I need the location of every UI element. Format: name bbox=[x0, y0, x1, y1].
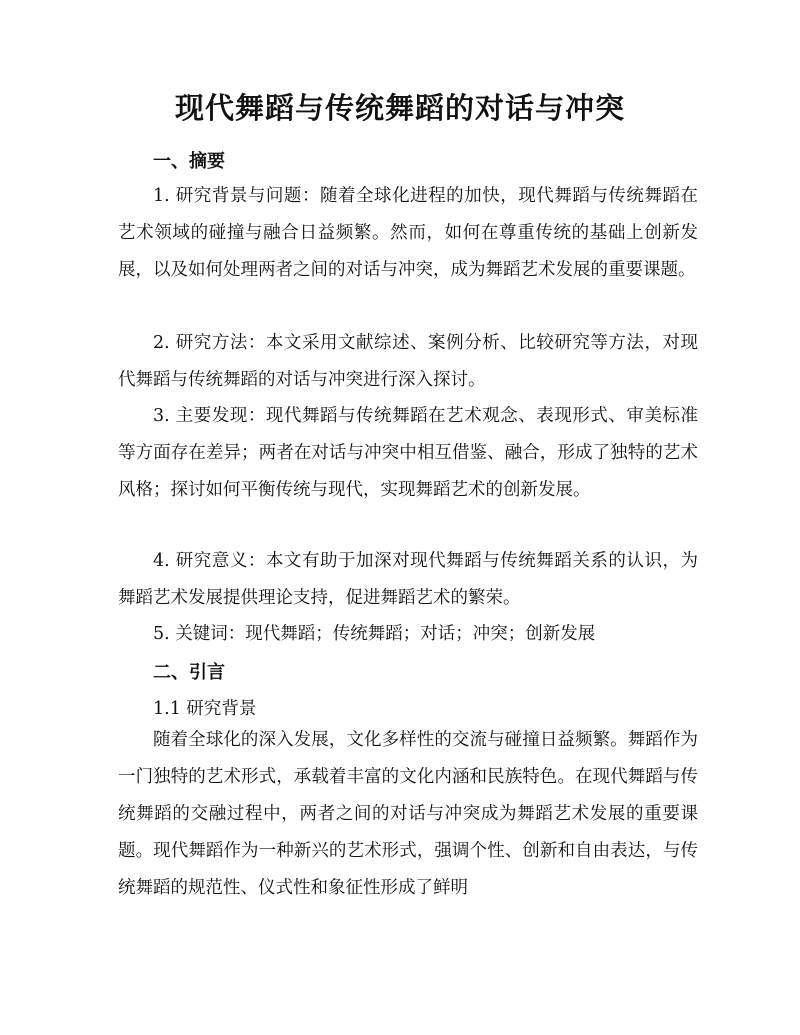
subsection-heading-background: 1.1 研究背景 bbox=[153, 699, 257, 719]
abstract-paragraph-significance: 4. 研究意义：本文有助于加深对现代舞蹈与传统舞蹈关系的认识，为舞蹈艺术发展提供理论支持，促进舞蹈艺术的繁荣。 bbox=[118, 551, 698, 608]
section-heading-introduction: 二、引言 bbox=[153, 662, 225, 683]
section-heading-abstract: 一、摘要 bbox=[153, 151, 225, 172]
abstract-paragraph-background: 1. 研究背景与问题：随着全球化进程的加快，现代舞蹈与传统舞蹈在艺术领域的碰撞与融合日益频繁。然而，如何在尊重传统的基础上创新发展，以及如何处理两者之间的对话与冲突，成为舞蹈艺术发展的重要课题。 bbox=[118, 186, 698, 280]
introduction-paragraph: 随着全球化的深入发展，文化多样性的交流与碰撞日益频繁。舞蹈作为一门独特的艺术形式，承载着丰富的文化内涵和民族特色。在现代舞蹈与传统舞蹈的交融过程中，两者之间的对话与冲突成为舞蹈艺术发展的重要课题。现代舞蹈作为一种新兴的艺术形式，强调个性、创新和自由表达，与传统舞蹈的规范性、仪式性和象征性形成了鲜明 bbox=[118, 730, 698, 898]
abstract-paragraph-keywords: 5. 关键词：现代舞蹈；传统舞蹈；对话；冲突；创新发展 bbox=[153, 624, 596, 644]
abstract-paragraph-method: 2. 研究方法：本文采用文献综述、案例分析、比较研究等方法，对现代舞蹈与传统舞蹈的对话与冲突进行深入探讨。 bbox=[118, 333, 698, 390]
document-title: 现代舞蹈与传统舞蹈的对话与冲突 bbox=[174, 91, 625, 125]
abstract-paragraph-findings: 3. 主要发现：现代舞蹈与传统舞蹈在艺术观念、表现形式、审美标准等方面存在差异；两者在对话与冲突中相互借鉴、融合，形成了独特的艺术风格；探讨如何平衡传统与现代，实现舞蹈艺术的创新发展。 bbox=[118, 406, 698, 500]
